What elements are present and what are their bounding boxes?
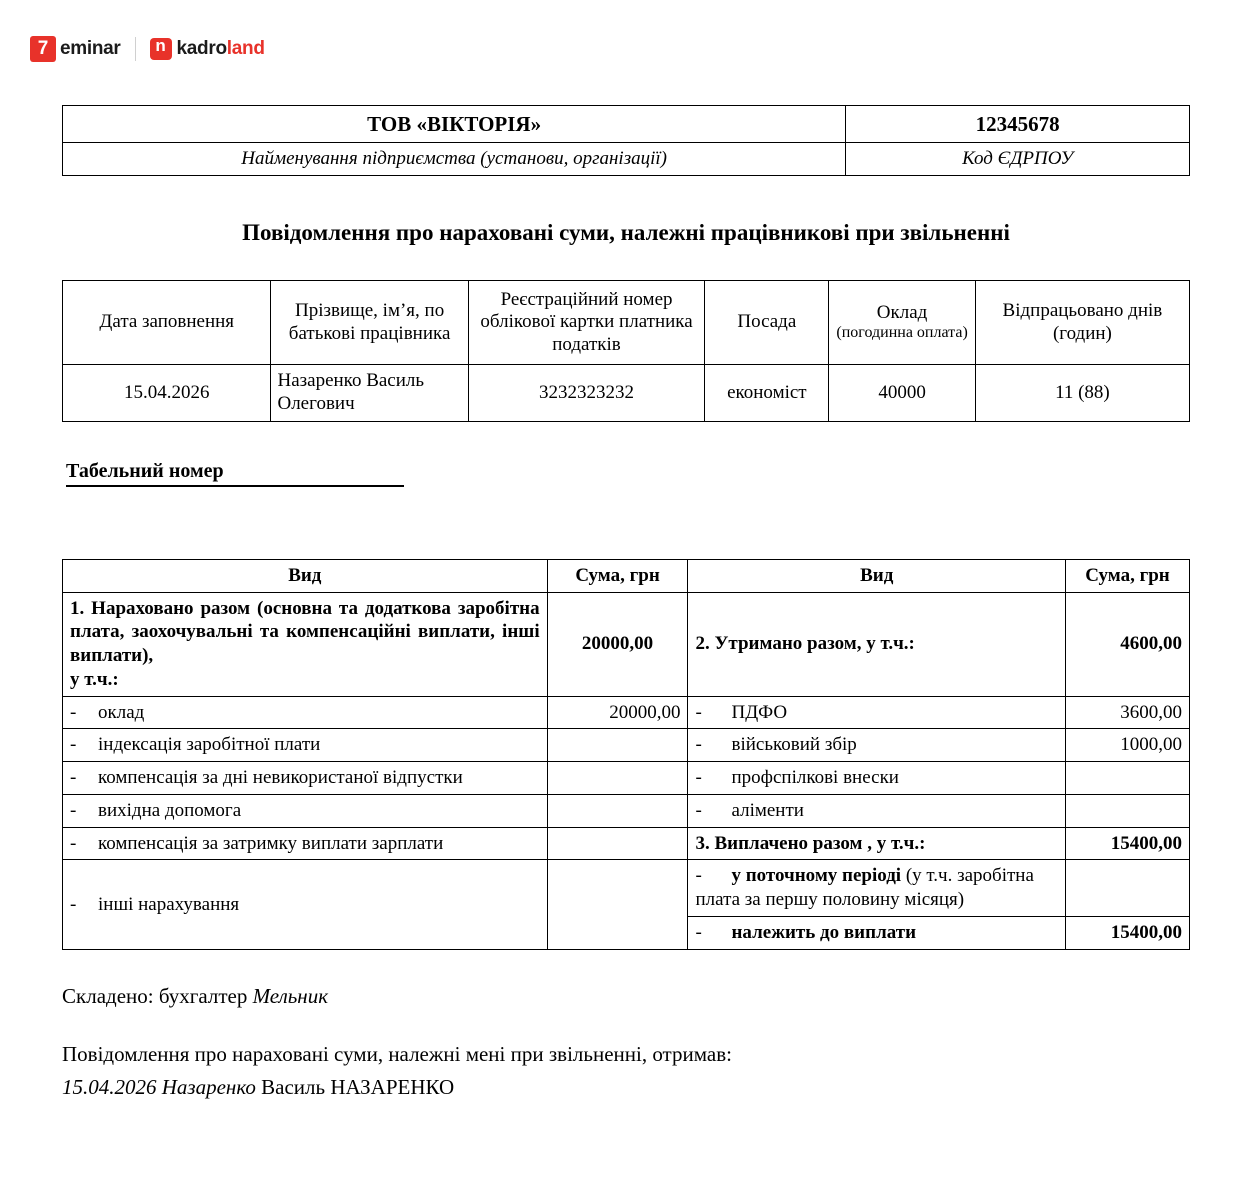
document-footer [62, 980, 1190, 1104]
cell-due-for-payment-label [688, 916, 1066, 949]
cell-delay-compensation-label [63, 827, 548, 860]
table-row [63, 794, 1190, 827]
cell-withheld-total-sum: 4600,00 [1066, 592, 1190, 696]
table-row [63, 143, 1190, 176]
military-levy-label-text: військовий збір [731, 734, 857, 756]
cell-alimony-label [688, 794, 1066, 827]
kadroland-mark-icon [150, 38, 172, 60]
table-row [63, 827, 1190, 860]
column-header-days-sub: (годин) [1052, 322, 1112, 344]
organization-code-caption: Код ЄДРПОУ [846, 143, 1190, 176]
cell-pdfo-label [688, 696, 1066, 729]
compiled-by-line [62, 980, 1190, 1013]
bullet-dash: - [695, 701, 702, 723]
column-header-days [975, 281, 1189, 365]
tab-number-value[interactable] [224, 466, 404, 487]
cell-days: 11 (88) [975, 365, 1189, 422]
cell-salary-sum: 20000,00 [547, 696, 688, 729]
column-header-right-type: Вид [688, 559, 1066, 592]
cell-pdfo-sum: 3600,00 [1066, 696, 1190, 729]
cell-indexation-label [63, 729, 548, 762]
pdfo-label-text: ПДФО [731, 701, 788, 723]
other-accruals-label-text: інші нарахування [98, 893, 240, 915]
union-fees-label-text: профспілкові внески [731, 767, 899, 789]
cell-military-levy-label [688, 729, 1066, 762]
zeminar-seven-icon: 7 [30, 36, 56, 62]
table-row [63, 696, 1190, 729]
tab-number-label: Табельний номер [66, 460, 224, 487]
organization-header-table [62, 105, 1190, 176]
bullet-dash: - [695, 767, 702, 789]
tab-number-field [66, 460, 1190, 487]
cell-tax-id: 3232323232 [468, 365, 705, 422]
accrued-total-text: 1. Нараховано разом (основна та додаткова заробітна плата, заохочувальні та компенсаційні виплати, інші виплати), [70, 597, 540, 667]
bullet-dash: - [695, 865, 702, 887]
cell-unused-vacation-sum [547, 762, 688, 795]
land-text: land [226, 38, 265, 59]
cell-current-period-sum [1066, 860, 1190, 917]
logo-divider [135, 37, 136, 61]
received-block [62, 1038, 1190, 1103]
table-row [63, 106, 1190, 143]
cell-delay-compensation-sum [547, 827, 688, 860]
cell-date: 15.04.2026 [63, 365, 271, 422]
organization-code: 12345678 [846, 106, 1190, 143]
cell-paid-total-sum: 15400,00 [1066, 827, 1190, 860]
current-period-label-tail: (у т.ч. заробітна плата за першу половину місяця) [695, 865, 1034, 911]
severance-label-text: вихідна допомога [98, 799, 242, 821]
cell-salary-label [63, 696, 548, 729]
cell-union-fees-label [688, 762, 1066, 795]
accrued-total-text-2: у т.ч.: [70, 668, 119, 690]
table-row [63, 592, 1190, 696]
received-text: Повідомлення про нараховані суми, належні мені при звільненні, отримав: [62, 1042, 732, 1067]
cell-paid-total-label: 3. Виплачено разом , у т.ч.: [688, 827, 1066, 860]
cell-name: Назаренко Василь Олегович [271, 365, 468, 422]
indexation-label-text: індексація заробітної плати [98, 734, 321, 756]
cell-withheld-total-label: 2. Утримано разом, у т.ч.: [688, 592, 1066, 696]
page-title: Повідомлення про нараховані суми, належні працівникові при звільненні [242, 220, 1010, 245]
cell-alimony-sum [1066, 794, 1190, 827]
unused-vacation-label-text: компенсація за дні невикористаної відпустки [98, 767, 463, 789]
compiled-by-name: Мельник [252, 983, 329, 1008]
bullet-dash: - [695, 921, 702, 943]
salary-label-text: оклад [98, 701, 145, 723]
cell-military-levy-sum: 1000,00 [1066, 729, 1190, 762]
column-header-days-main: Відпрацьовано днів [1002, 300, 1163, 322]
kadroland-wordmark [177, 38, 265, 60]
current-period-label-text: у поточному періоді [731, 865, 902, 887]
column-header-tax-id: Реєстраційний номер облікової картки платника податків [468, 281, 705, 365]
bullet-dash: - [695, 799, 702, 821]
bullet-dash: - [695, 734, 702, 756]
bullet-dash: - [70, 893, 77, 915]
cell-accrued-total-label [63, 592, 548, 696]
signature-date-name: 15.04.2026 Назаренко [62, 1074, 256, 1099]
table-row [63, 729, 1190, 762]
amounts-table [62, 559, 1190, 950]
cell-unused-vacation-label [63, 762, 548, 795]
cell-union-fees-sum [1066, 762, 1190, 795]
zeminar-logo [30, 36, 121, 62]
cell-salary: 40000 [829, 365, 976, 422]
cell-current-period-label [688, 860, 1066, 917]
cell-other-accruals-label [63, 860, 548, 949]
column-header-position: Посада [705, 281, 829, 365]
column-header-left-type: Вид [63, 559, 548, 592]
column-header-right-sum: Сума, грн [1066, 559, 1190, 592]
organization-name: ТОВ «ВІКТОРІЯ» [63, 106, 846, 143]
column-header-salary-sub: (погодинна оплата) [836, 324, 968, 342]
table-row [63, 365, 1190, 422]
kadro-text: kadro [176, 38, 227, 59]
cell-indexation-sum [547, 729, 688, 762]
compiled-by-prefix: Складено: бухгалтер [62, 983, 253, 1008]
column-header-salary [829, 281, 976, 365]
signature-line [62, 1071, 1190, 1104]
bullet-dash: - [70, 799, 77, 821]
table-header-row [63, 281, 1190, 365]
document-sheet [62, 105, 1190, 1103]
organization-name-caption: Найменування підприємства (установи, організації) [63, 143, 846, 176]
column-header-left-sum: Сума, грн [547, 559, 688, 592]
column-header-name: Прізвище, ім’я, по батькові працівника [271, 281, 468, 365]
bullet-dash: - [70, 832, 77, 854]
brand-logo-bar [30, 36, 265, 62]
cell-severance-label [63, 794, 548, 827]
table-header-row [63, 559, 1190, 592]
due-for-payment-label-text: належить до виплати [731, 921, 917, 943]
table-row [63, 762, 1190, 795]
zeminar-wordmark: eminar [60, 38, 121, 59]
delay-compensation-label-text: компенсація за затримку виплати зарплати [98, 832, 444, 854]
cell-severance-sum [547, 794, 688, 827]
cell-position: економіст [705, 365, 829, 422]
cell-accrued-total-sum: 20000,00 [547, 592, 688, 696]
kadroland-logo [150, 38, 265, 60]
alimony-label-text: аліменти [731, 799, 804, 821]
signature-rest: Василь НАЗАРЕНКО [255, 1074, 455, 1099]
column-header-date: Дата заповнення [63, 281, 271, 365]
table-row [63, 860, 1190, 917]
bullet-dash: - [70, 734, 77, 756]
column-header-salary-main: Оклад [876, 301, 928, 323]
bullet-dash: - [70, 701, 77, 723]
employee-info-table [62, 280, 1190, 422]
cell-other-accruals-sum [547, 860, 688, 949]
bullet-dash: - [70, 767, 77, 789]
cell-due-for-payment-sum: 15400,00 [1066, 916, 1190, 949]
